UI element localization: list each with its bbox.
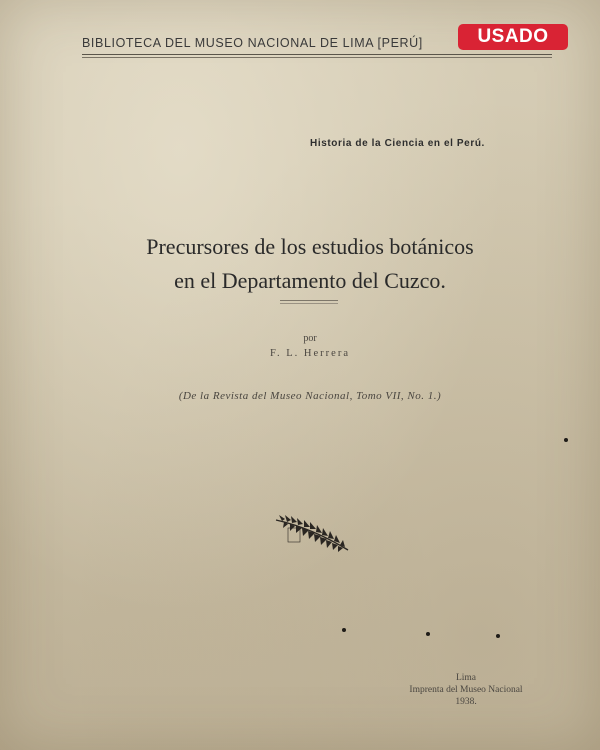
paper-speck <box>496 634 500 638</box>
author-name: F. L. Herrera <box>270 348 350 359</box>
source-note: (De la Revista del Museo Nacional, Tomo VII, No. 1.) <box>178 390 442 402</box>
collection-title: Historia de la Ciencia en el Perú. <box>310 138 485 149</box>
book-title <box>100 230 520 298</box>
fern-icon <box>272 510 352 554</box>
imprint-city: Lima <box>455 673 477 683</box>
header-rule-thin <box>82 57 552 58</box>
imprint-year: 1938. <box>455 697 477 707</box>
title-rule-thin <box>280 303 338 304</box>
paper-speck <box>564 438 568 442</box>
title-rule <box>280 300 338 301</box>
imprint-press: Imprenta del Museo Nacional <box>409 685 523 695</box>
paper-speck <box>426 632 430 636</box>
book-title-line-1: Precursores de los estudios botánicos <box>146 234 474 259</box>
byline: por <box>303 333 317 344</box>
paper-speck <box>342 628 346 632</box>
used-badge: USADO <box>458 24 568 50</box>
book-title-line-2: en el Departamento del Cuzco. <box>174 268 446 293</box>
header-rule <box>82 54 552 55</box>
series-header: BIBLIOTECA DEL MUSEO NACIONAL DE LIMA [PERÚ] <box>82 36 423 50</box>
imprint <box>386 672 546 708</box>
